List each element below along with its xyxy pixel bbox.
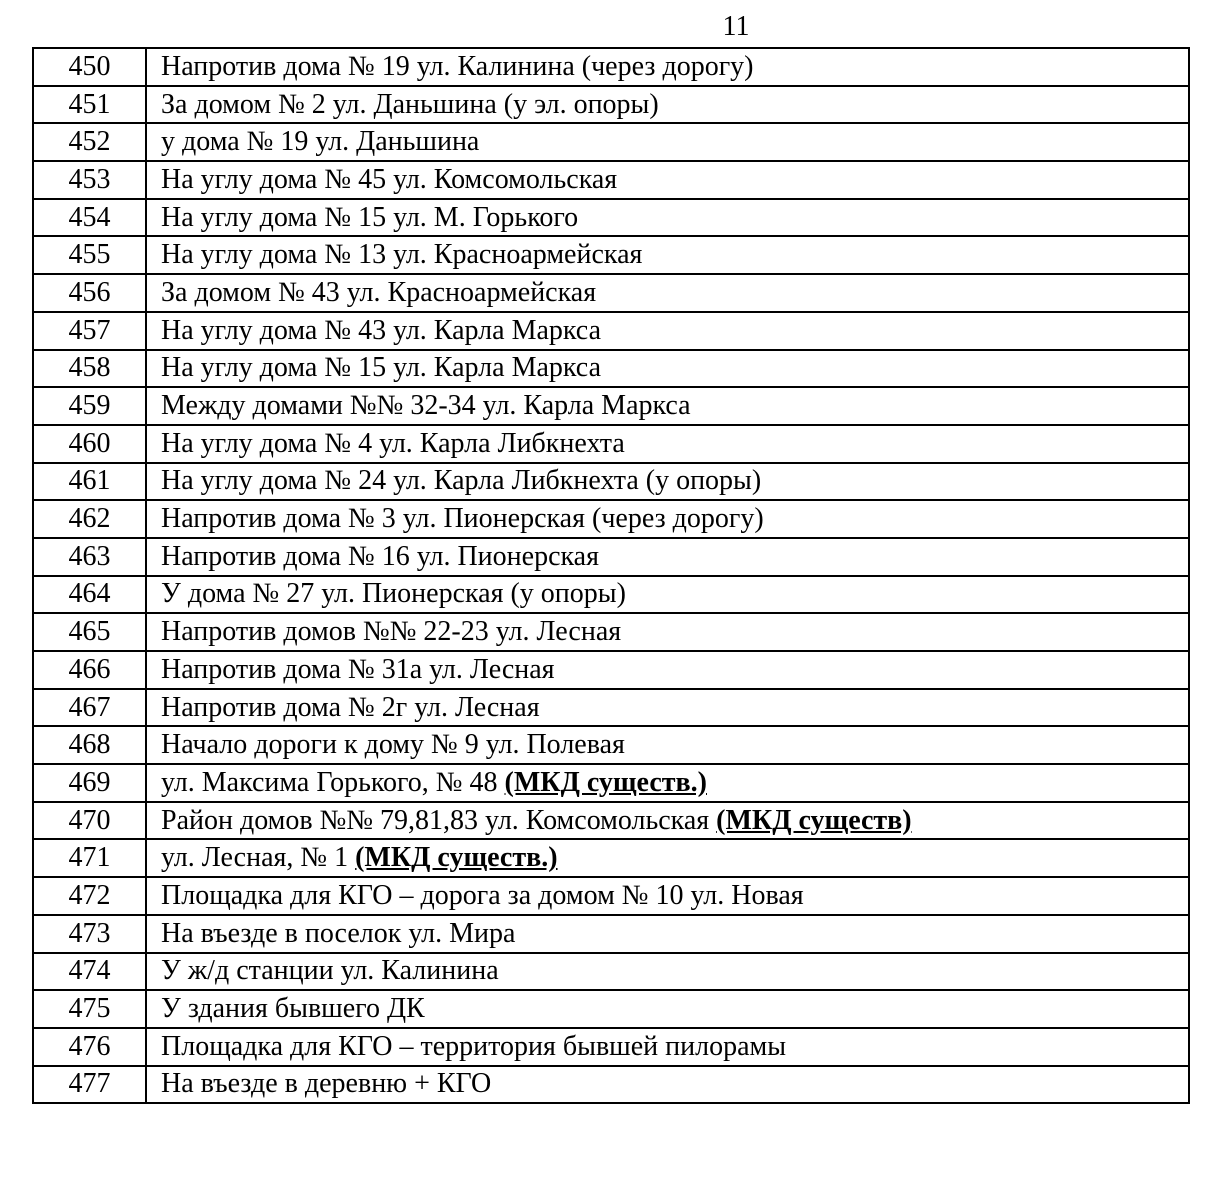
location-cell <box>146 915 1189 953</box>
location-cell <box>146 839 1189 877</box>
location-text: ул. Лесная, № 1 <box>161 842 356 874</box>
location-cell <box>146 463 1189 501</box>
location-cell <box>146 613 1189 651</box>
location-text: На углу дома № 13 ул. Красноармейская <box>161 239 643 271</box>
location-cell <box>146 387 1189 425</box>
location-cell <box>146 86 1189 124</box>
row-number-cell: 464 <box>33 576 146 614</box>
location-text: Напротив дома № 3 ул. Пионерская (через дорогу) <box>161 503 764 535</box>
location-cell <box>146 123 1189 161</box>
location-text: Напротив дома № 31а ул. Лесная <box>161 653 555 685</box>
table-row <box>33 86 1189 124</box>
page-number: 11 <box>722 11 750 42</box>
location-cell <box>146 350 1189 388</box>
location-text: На углу дома № 15 ул. Карла Маркса <box>161 352 602 384</box>
location-cell <box>146 161 1189 199</box>
location-text: У ж/д станции ул. Калинина <box>161 955 499 987</box>
row-number-cell: 455 <box>33 236 146 274</box>
table-row <box>33 726 1189 764</box>
location-text: Напротив дома № 19 ул. Калинина (через дорогу) <box>161 50 754 82</box>
table-row <box>33 463 1189 501</box>
location-text: ул. Максима Горького, № 48 <box>161 766 505 798</box>
table-row <box>33 123 1189 161</box>
table-row <box>33 802 1189 840</box>
location-text: На углу дома № 15 ул. М. Горького <box>161 201 579 233</box>
table-row <box>33 387 1189 425</box>
row-number-cell: 468 <box>33 726 146 764</box>
location-text: Напротив домов №№ 22-23 ул. Лесная <box>161 616 622 648</box>
row-number-cell: 457 <box>33 312 146 350</box>
locations-table <box>32 47 1190 1104</box>
row-number-cell: 453 <box>33 161 146 199</box>
table-row <box>33 915 1189 953</box>
location-cell <box>146 425 1189 463</box>
location-text: На въезде в поселок ул. Мира <box>161 917 516 949</box>
location-text: Площадка для КГО – дорога за домом № 10 ул. Новая <box>161 879 804 911</box>
table-body <box>33 48 1189 1103</box>
row-number-cell: 460 <box>33 425 146 463</box>
row-number-cell: 473 <box>33 915 146 953</box>
table-row <box>33 953 1189 991</box>
location-text: У дома № 27 ул. Пионерская (у опоры) <box>161 578 626 610</box>
table-row <box>33 576 1189 614</box>
mkd-note: (МКД существ.) <box>504 766 707 798</box>
row-number-cell: 475 <box>33 990 146 1028</box>
row-number-cell: 462 <box>33 500 146 538</box>
row-number-cell: 458 <box>33 350 146 388</box>
location-text: На углу дома № 45 ул. Комсомольская <box>161 163 618 195</box>
location-text: Район домов №№ 79,81,83 ул. Комсомольская <box>161 804 717 836</box>
location-cell <box>146 877 1189 915</box>
location-cell <box>146 274 1189 312</box>
location-cell <box>146 953 1189 991</box>
row-number-cell: 461 <box>33 463 146 501</box>
row-number-cell: 450 <box>33 48 146 86</box>
location-cell <box>146 726 1189 764</box>
table-row <box>33 161 1189 199</box>
location-cell <box>146 651 1189 689</box>
location-cell <box>146 689 1189 727</box>
row-number-cell: 470 <box>33 802 146 840</box>
location-cell <box>146 199 1189 237</box>
location-cell <box>146 1066 1189 1104</box>
location-text: Напротив дома № 2г ул. Лесная <box>161 691 540 723</box>
table-row <box>33 990 1189 1028</box>
location-cell <box>146 990 1189 1028</box>
location-text: На углу дома № 24 ул. Карла Либкнехта (у опоры) <box>161 465 762 497</box>
location-text: На въезде в деревню + КГО <box>161 1068 492 1100</box>
table-row <box>33 651 1189 689</box>
location-text: На углу дома № 43 ул. Карла Маркса <box>161 314 602 346</box>
location-cell <box>146 312 1189 350</box>
table-row <box>33 1066 1189 1104</box>
row-number-cell: 477 <box>33 1066 146 1104</box>
table-row <box>33 48 1189 86</box>
location-text: Площадка для КГО – территория бывшей пилорамы <box>161 1030 787 1062</box>
location-cell <box>146 48 1189 86</box>
mkd-note: (МКД существ) <box>716 804 912 836</box>
location-text: У здания бывшего ДК <box>161 993 425 1025</box>
row-number-cell: 469 <box>33 764 146 802</box>
table-row <box>33 274 1189 312</box>
location-cell <box>146 1028 1189 1066</box>
row-number-cell: 452 <box>33 123 146 161</box>
row-number-cell: 467 <box>33 689 146 727</box>
table-row <box>33 350 1189 388</box>
table-row <box>33 538 1189 576</box>
location-text: Начало дороги к дому № 9 ул. Полевая <box>161 729 625 761</box>
mkd-note: (МКД существ.) <box>355 842 558 874</box>
row-number-cell: 476 <box>33 1028 146 1066</box>
table-row <box>33 500 1189 538</box>
table-row <box>33 312 1189 350</box>
location-cell <box>146 576 1189 614</box>
table-row <box>33 613 1189 651</box>
location-text: Напротив дома № 16 ул. Пионерская <box>161 540 599 572</box>
table-row <box>33 1028 1189 1066</box>
location-cell <box>146 500 1189 538</box>
row-number-cell: 466 <box>33 651 146 689</box>
table-row <box>33 839 1189 877</box>
location-cell <box>146 764 1189 802</box>
row-number-cell: 456 <box>33 274 146 312</box>
row-number-cell: 451 <box>33 86 146 124</box>
location-text: у дома № 19 ул. Даньшина <box>161 126 480 158</box>
location-cell <box>146 538 1189 576</box>
location-text: За домом № 43 ул. Красноармейская <box>161 276 597 308</box>
row-number-cell: 465 <box>33 613 146 651</box>
row-number-cell: 463 <box>33 538 146 576</box>
table-row <box>33 689 1189 727</box>
table-row <box>33 764 1189 802</box>
location-cell <box>146 236 1189 274</box>
table-row <box>33 199 1189 237</box>
row-number-cell: 472 <box>33 877 146 915</box>
location-text: Между домами №№ 32-34 ул. Карла Маркса <box>161 390 691 422</box>
row-number-cell: 471 <box>33 839 146 877</box>
row-number-cell: 459 <box>33 387 146 425</box>
location-text: На углу дома № 4 ул. Карла Либкнехта <box>161 427 625 459</box>
row-number-cell: 474 <box>33 953 146 991</box>
location-text: За домом № 2 ул. Даньшина (у эл. опоры) <box>161 88 659 120</box>
table-row <box>33 877 1189 915</box>
table-row <box>33 425 1189 463</box>
table-row <box>33 236 1189 274</box>
location-cell <box>146 802 1189 840</box>
row-number-cell: 454 <box>33 199 146 237</box>
